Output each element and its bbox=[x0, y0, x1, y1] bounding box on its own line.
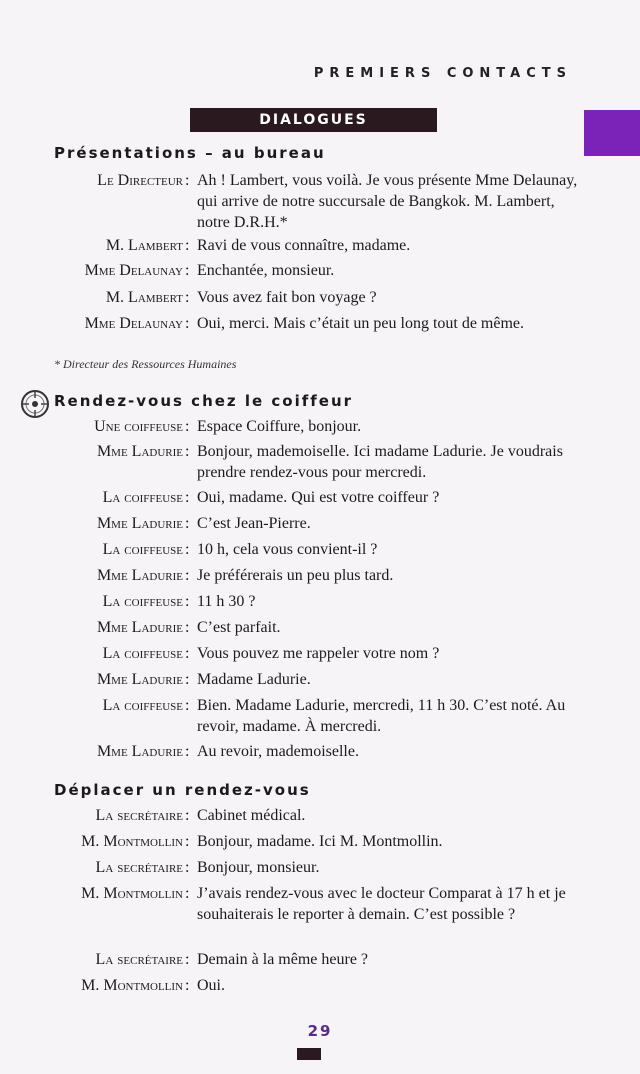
speaker: La secrétaire bbox=[95, 951, 183, 968]
speaker: Mme Ladurie bbox=[96, 619, 183, 636]
section-title-deplacer: Déplacer un rendez-vous bbox=[54, 781, 311, 799]
colon: : bbox=[185, 697, 190, 714]
footnote: * Directeur des Ressources Humaines bbox=[54, 357, 237, 371]
line-text: Oui. bbox=[197, 977, 225, 994]
colon: : bbox=[185, 807, 190, 824]
colon: : bbox=[185, 671, 190, 688]
colon: : bbox=[185, 515, 190, 532]
colon: : bbox=[185, 951, 190, 968]
line-text: J’avais rendez-vous avec le docteur Comparat à 17 h et je souhaiterais le reporter à demain. C’est possible ? bbox=[197, 885, 566, 923]
audio-cd-icon bbox=[20, 389, 50, 419]
line-text: C’est Jean-Pierre. bbox=[197, 515, 311, 532]
line-text: C’est parfait. bbox=[197, 619, 281, 636]
line-text: Enchantée, monsieur. bbox=[197, 262, 335, 279]
line-text: 11 h 30 ? bbox=[197, 593, 256, 610]
speaker: M. Montmollin bbox=[81, 977, 183, 994]
speaker: Mme Ladurie bbox=[96, 515, 183, 532]
speaker: M. Lambert bbox=[105, 289, 183, 306]
line-text: Demain à la même heure ? bbox=[197, 951, 369, 968]
chapter-tab bbox=[584, 110, 640, 156]
line-text: Bonjour, monsieur. bbox=[197, 859, 320, 876]
line-text: Espace Coiffure, bonjour. bbox=[197, 418, 362, 435]
colon: : bbox=[185, 833, 190, 850]
speaker: M. Lambert bbox=[105, 237, 183, 254]
line-text: Ravi de vous connaître, madame. bbox=[197, 237, 411, 254]
dialogues-banner: DIALOGUES bbox=[190, 108, 437, 132]
speaker: Mme Ladurie bbox=[96, 671, 183, 688]
speaker: La coiffeuse bbox=[102, 593, 183, 610]
speaker: La coiffeuse bbox=[102, 489, 183, 506]
speaker: La secrétaire bbox=[95, 859, 183, 876]
colon: : bbox=[185, 593, 190, 610]
section-title-coiffeur: Rendez-vous chez le coiffeur bbox=[54, 392, 354, 410]
speaker: Mme Delaunay bbox=[84, 315, 183, 332]
colon: : bbox=[185, 977, 190, 994]
line-text: Bonjour, mademoiselle. Ici madame Ladurie. Je voudrais prendre rendez-vous pour mercredi. bbox=[197, 443, 563, 481]
line-text: Ah ! Lambert, vous voilà. Je vous présente Mme Delaunay, qui arrive de notre succursale de Bangkok. M. Lambert, notre D.R.H.* bbox=[197, 172, 578, 231]
page-number-bar bbox=[297, 1048, 321, 1060]
speaker: Une coiffeuse bbox=[94, 418, 183, 435]
speaker: Le Directeur bbox=[97, 172, 183, 189]
section-title-presentations: Présentations – au bureau bbox=[54, 144, 326, 162]
colon: : bbox=[185, 262, 190, 279]
colon: : bbox=[185, 237, 190, 254]
running-header: PREMIERS CONTACTS bbox=[313, 66, 572, 81]
speaker: M. Montmollin bbox=[81, 833, 183, 850]
speaker: Mme Ladurie bbox=[96, 743, 183, 760]
speaker: La coiffeuse bbox=[102, 645, 183, 662]
colon: : bbox=[185, 619, 190, 636]
colon: : bbox=[185, 489, 190, 506]
colon: : bbox=[185, 443, 190, 460]
colon: : bbox=[185, 645, 190, 662]
speaker: La secrétaire bbox=[95, 807, 183, 824]
line-text: Vous avez fait bon voyage ? bbox=[197, 289, 377, 306]
speaker: Mme Ladurie bbox=[96, 443, 183, 460]
line-text: Madame Ladurie. bbox=[197, 671, 311, 688]
speaker: M. Montmollin bbox=[81, 885, 183, 902]
colon: : bbox=[185, 567, 190, 584]
line-text: 10 h, cela vous convient-il ? bbox=[197, 541, 378, 558]
page-number: 29 bbox=[307, 1022, 333, 1040]
line-text: Vous pouvez me rappeler votre nom ? bbox=[197, 645, 440, 662]
colon: : bbox=[185, 541, 190, 558]
speaker: La coiffeuse bbox=[102, 697, 183, 714]
speaker: Mme Ladurie bbox=[96, 567, 183, 584]
colon: : bbox=[185, 289, 190, 306]
colon: : bbox=[185, 315, 190, 332]
line-text: Oui, merci. Mais c’était un peu long tout de même. bbox=[197, 315, 525, 332]
colon: : bbox=[185, 743, 190, 760]
line-text: Je préférerais un peu plus tard. bbox=[197, 567, 394, 584]
line-text: Oui, madame. Qui est votre coiffeur ? bbox=[197, 489, 440, 506]
colon: : bbox=[185, 418, 190, 435]
speaker: La coiffeuse bbox=[102, 541, 183, 558]
line-text: Bonjour, madame. Ici M. Montmollin. bbox=[197, 833, 443, 850]
line-text: Cabinet médical. bbox=[197, 807, 306, 824]
colon: : bbox=[185, 172, 190, 189]
line-text: Au revoir, mademoiselle. bbox=[197, 743, 359, 760]
speaker: Mme Delaunay bbox=[84, 262, 183, 279]
colon: : bbox=[185, 859, 190, 876]
line-text: Bien. Madame Ladurie, mercredi, 11 h 30. C’est noté. Au revoir, madame. À mercredi. bbox=[197, 697, 566, 735]
colon: : bbox=[185, 885, 190, 902]
